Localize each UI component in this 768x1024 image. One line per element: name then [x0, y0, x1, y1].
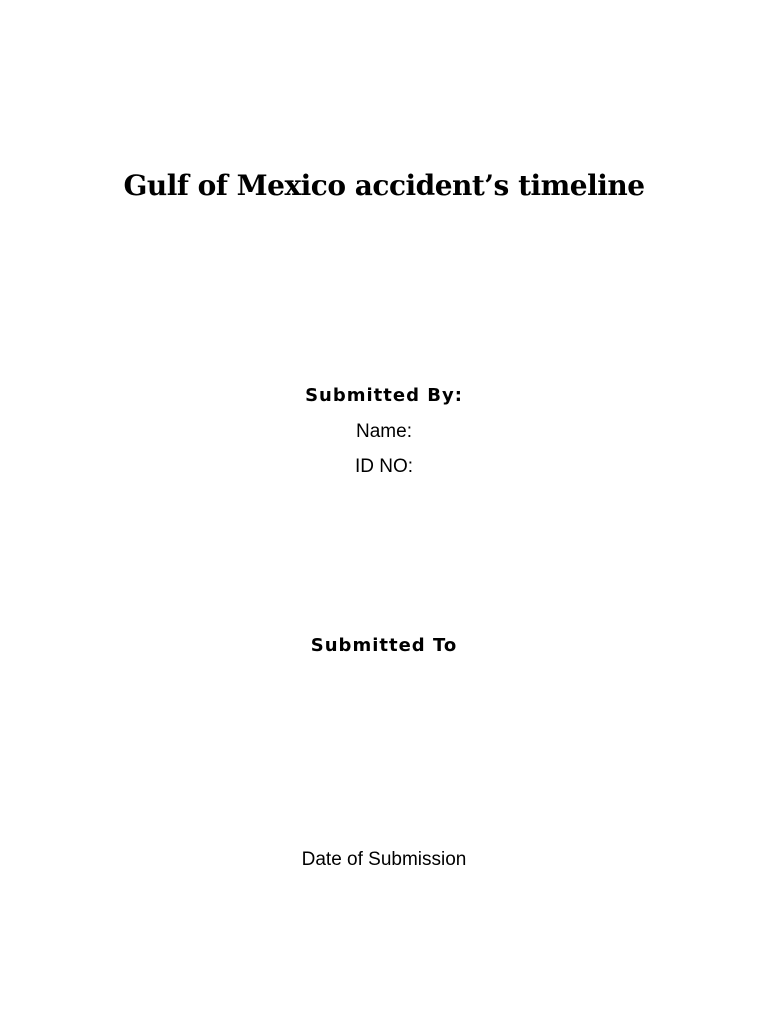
name-label: Name:	[356, 421, 412, 442]
document-title: Gulf of Mexico accident’s timeline	[123, 169, 645, 202]
id-number-label: ID NO:	[354, 456, 414, 477]
date-of-submission-label: Date of Submission	[301, 849, 467, 870]
submitted-to-heading: Submitted To	[310, 635, 458, 656]
submitted-by-heading: Submitted By:	[305, 385, 463, 406]
